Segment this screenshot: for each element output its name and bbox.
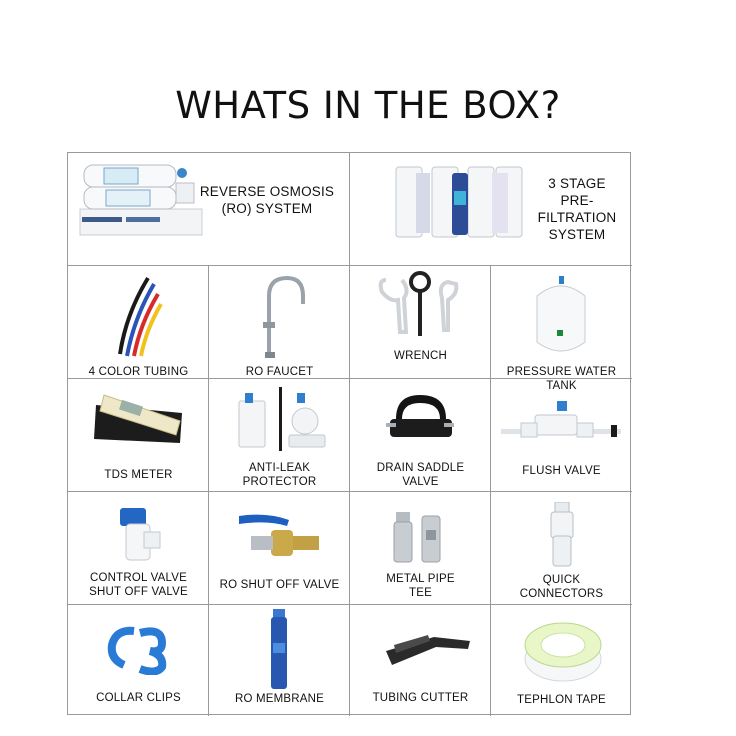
membrane-photo — [267, 609, 291, 693]
collar-clips-photo — [106, 625, 172, 675]
item-membrane — [209, 605, 350, 716]
item-label: COLLAR CLIPS — [96, 692, 181, 704]
item-label: 4 COLOR TUBING — [88, 366, 189, 378]
item-label: REVERSE OSMOSIS (RO) SYSTEM — [199, 184, 335, 216]
contents-grid — [67, 152, 631, 715]
item-flush-valve — [491, 379, 632, 492]
item-label: 3 STAGE PRE- FILTRATION SYSTEM — [537, 176, 617, 242]
flush-valve-photo — [501, 397, 625, 453]
item-label: FLUSH VALVE — [522, 465, 601, 477]
item-ro-system — [68, 153, 350, 266]
item-label: CONTROL VALVE SHUT OFF VALVE — [89, 572, 188, 598]
faucet-photo — [255, 274, 315, 360]
item-control-valve — [68, 492, 209, 605]
item-faucet — [209, 266, 350, 379]
teflon-tape-photo — [521, 619, 605, 687]
item-teflon-tape — [491, 605, 632, 716]
item-label: RO SHUT OFF VALVE — [219, 579, 340, 591]
item-collar-clips — [68, 605, 209, 716]
item-label: RO FAUCET — [245, 366, 314, 378]
item-label: ANTI-LEAK PROTECTOR — [242, 462, 317, 488]
item-label: METAL PIPE TEE — [386, 573, 455, 599]
item-label: DRAIN SADDLE VALVE — [376, 462, 465, 488]
water-tank-photo — [531, 276, 591, 360]
filter-cartridges-photo — [394, 161, 526, 241]
color-tubing-photo — [114, 274, 164, 360]
anti-leak-protector-photo — [233, 387, 333, 453]
item-label: RO MEMBRANE — [234, 693, 325, 705]
item-tubing-cutter — [350, 605, 491, 716]
item-label: WRENCH — [394, 350, 447, 362]
drain-saddle-photo — [386, 389, 456, 455]
shutoff-valve-photo — [237, 506, 327, 566]
ro-system-unit-photo — [76, 159, 204, 239]
item-label: TDS METER — [104, 469, 173, 481]
item-wrench — [350, 266, 491, 379]
metal-tee-photo — [390, 512, 450, 566]
item-tank — [491, 266, 632, 392]
item-antileak — [209, 379, 350, 492]
item-drain-saddle — [350, 379, 491, 492]
page-title: WHATS IN THE BOX? — [175, 84, 561, 127]
item-tds — [68, 379, 209, 492]
item-quick-connectors — [491, 492, 632, 605]
item-label: TUBING CUTTER — [372, 692, 469, 704]
tubing-cutter-photo — [384, 629, 472, 669]
item-label: PRESSURE WATER TANK — [506, 366, 617, 392]
item-prefiltration — [350, 153, 632, 266]
tds-meter-photo — [92, 391, 188, 447]
wrench-photo — [376, 270, 466, 340]
item-metal-tee — [350, 492, 491, 605]
quick-connector-photo — [547, 502, 577, 568]
item-label: TEPHLON TAPE — [517, 694, 606, 706]
item-tubing — [68, 266, 209, 379]
item-label: QUICK CONNECTORS — [519, 574, 604, 600]
control-valve-photo — [114, 502, 164, 564]
item-ro-shutoff — [209, 492, 350, 605]
